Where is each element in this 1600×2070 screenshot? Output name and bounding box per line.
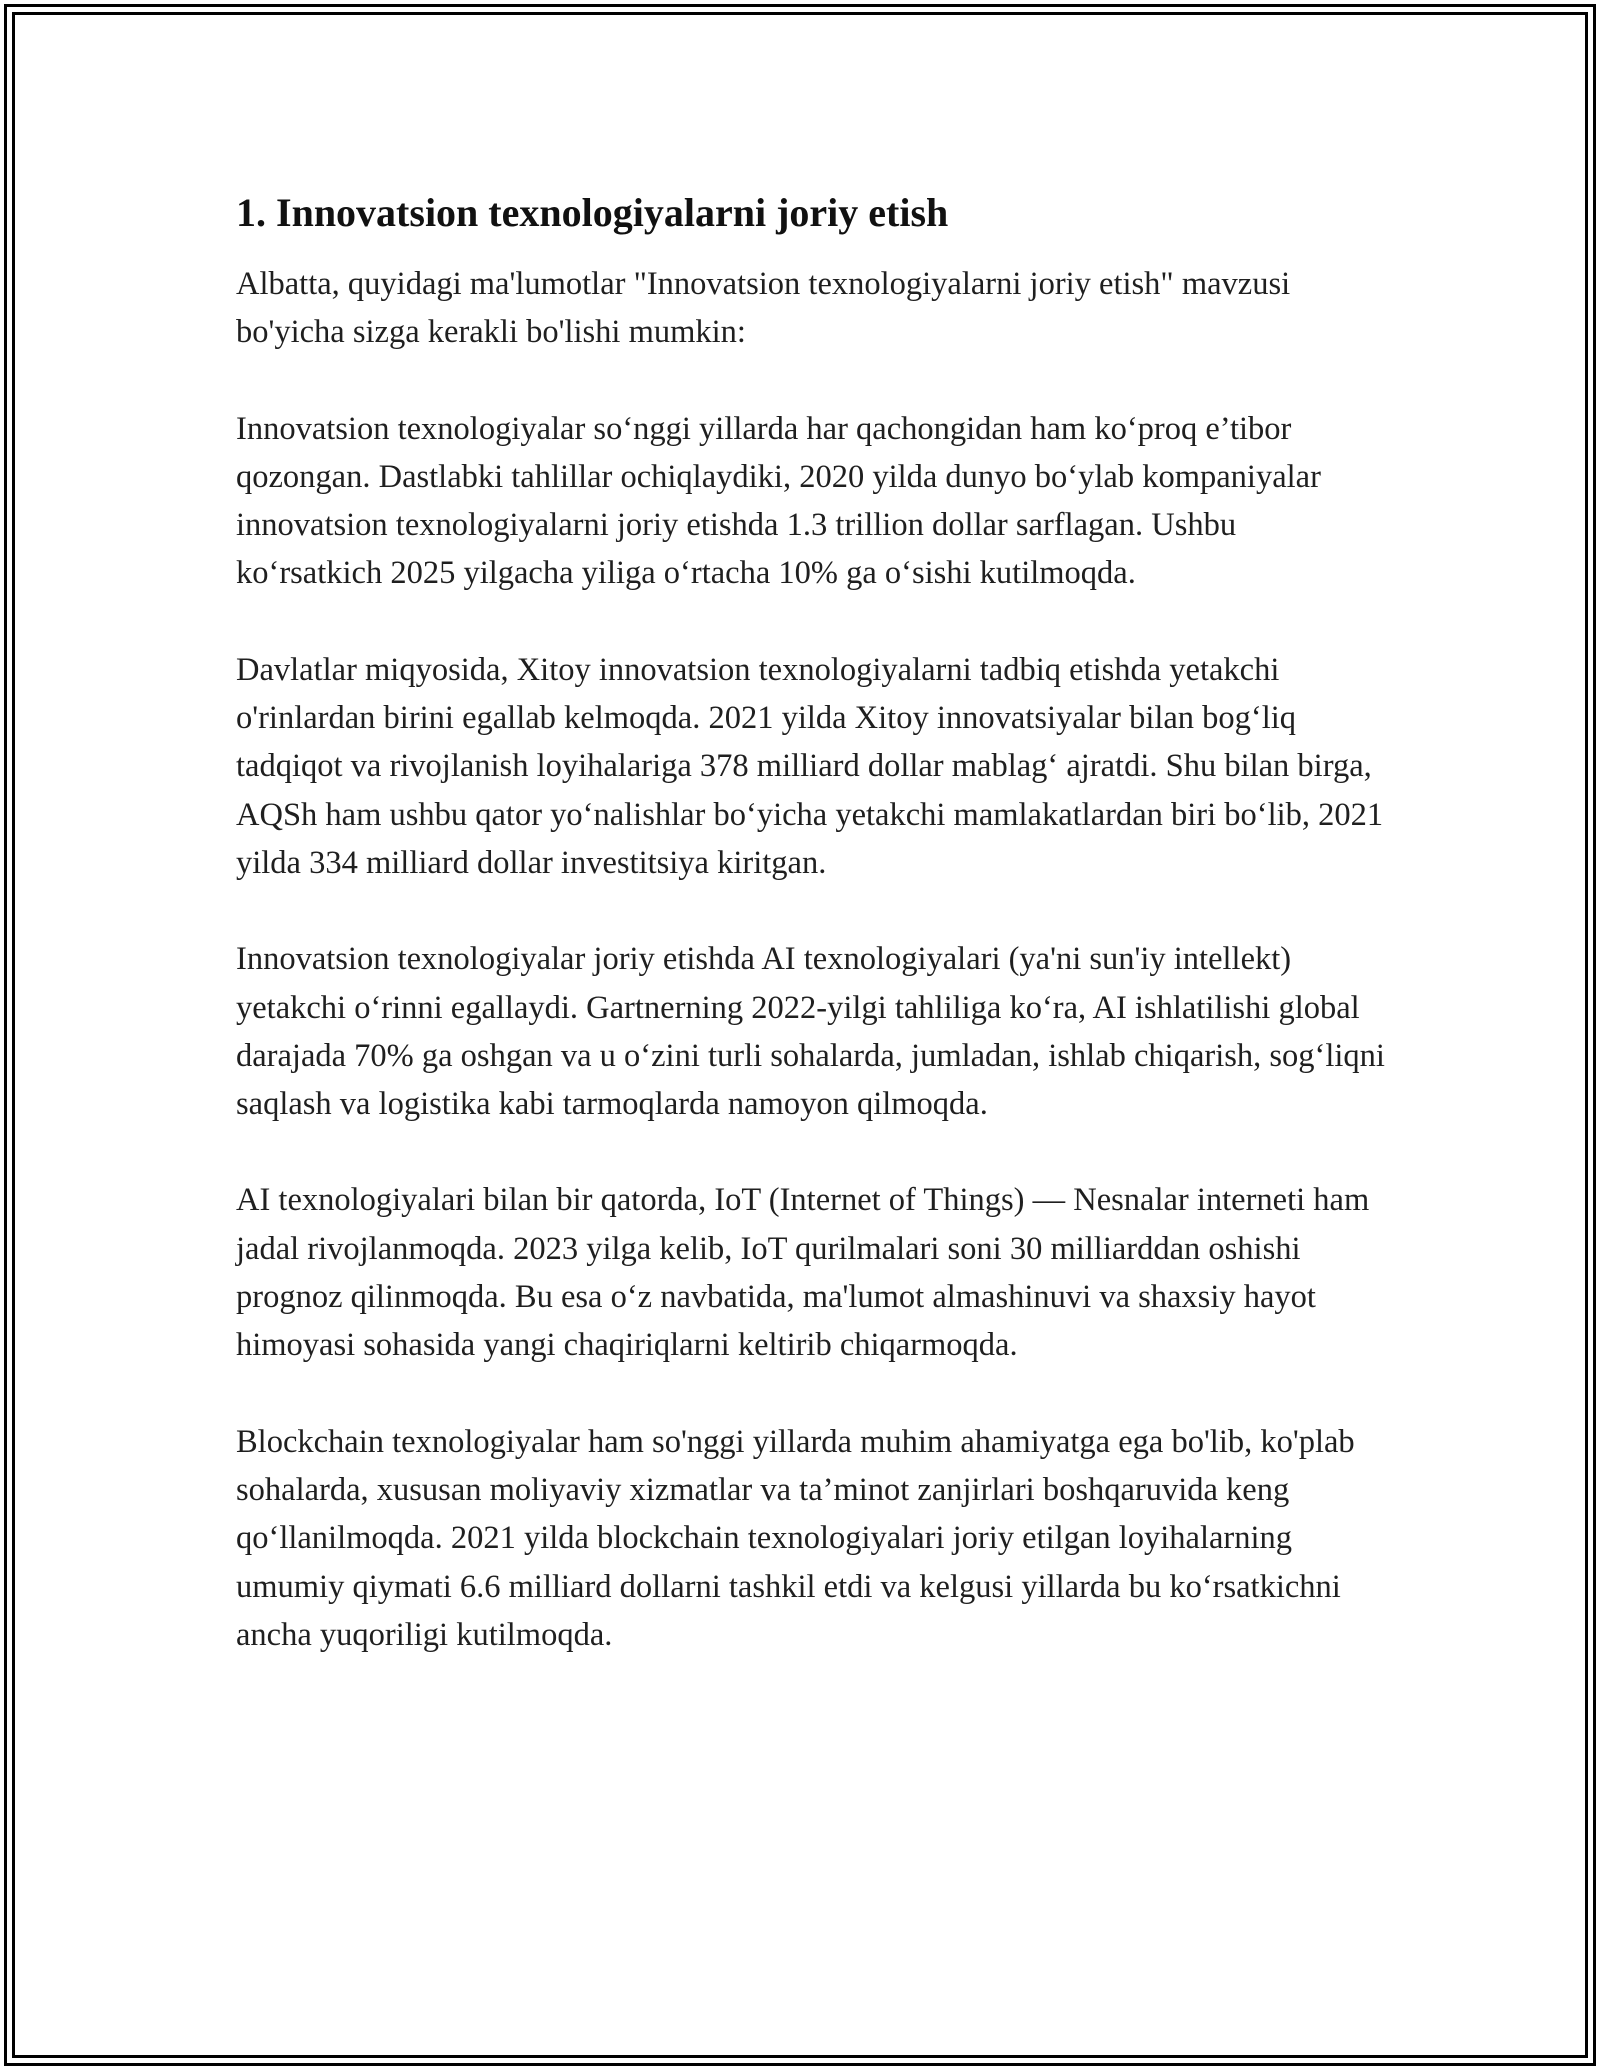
paragraph-ai: Innovatsion texnologiyalar joriy etishda AI texnologiyalari (ya'ni sun'iy intellekt) yetakchi o‘rinni egallaydi. Gartnerning 2022-yilgi tahliliga ko‘ra, AI ishlatilishi global darajada 70% ga oshgan va u o‘zini turli sohalarda, jumladan, ishlab chiqarish, sog‘liqni saqlash va logistika kabi tarmoqlarda namoyon qilmoqda. [236,941,1385,1123]
paragraph-blockchain: Blockchain texnologiyalar ham so'nggi yillarda muhim ahamiyatga ega bo'lib, ko'plab sohalarda, xususan moliyaviy xizmatlar va ta’minot zanjirlari boshqaruvida keng qo‘llanilmoqda. 2021 yilda blockchain texnologiyalari joriy etilgan loyihalarning umumiy qiymati 6.6 milliard dollarni tashkil etdi va kelgusi yillarda bu ko‘rsatkichni ancha yuqoriligi kutilmoqda. [236,1423,1355,1653]
paragraph-iot: AI texnologiyalari bilan bir qatorda, IoT (Internet of Things) — Nesnalar interneti ham jadal rivojlanmoqda. 2023 yilga kelib, IoT qurilmalari soni 30 milliarddan oshishi prognoz qilinmoqda. Bu esa o‘z navbatida, ma'lumot almashinuvi va shaxsiy hayot himoyasi sohasida yangi chaqiriqlarni keltirib chiqarmoqda. [236,1182,1370,1364]
section-heading: 1. Innovatsion texnologiyalarni joriy etish [236,190,949,235]
paragraph-countries: Davlatlar miqyosida, Xitoy innovatsion texnologiyalarni tadbiq etishda yetakchi o'rinlardan birini egallab kelmoqda. 2021 yilda Xitoy innovatsiyalar bilan bog‘liq tadqiqot va rivojlanish loyihalariga 378 milliard dollar mablag‘ ajratdi. Shu bilan birga, AQSh ham ushbu qator yo‘nalishlar bo‘yicha yetakchi mamlakatlardan biri bo‘lib, 2021 yilda 334 milliard dollar investitsiya kiritgan. [236,651,1384,881]
document-body [236,188,1386,1659]
intro-paragraph: Albatta, quyidagi ma'lumotlar "Innovatsion texnologiyalarni joriy etish" mavzusi bo'yicha sizga kerakli bo'lishi mumkin: [236,266,1291,351]
paragraph-innovation-spending: Innovatsion texnologiyalar so‘nggi yillarda har qachongidan ham ko‘proq e’tibor qozongan. Dastlabki tahlillar ochiqlaydiki, 2020 yilda dunyo bo‘ylab kompaniyalar innovatsion texnologiyalarni joriy etishda 1.3 trillion dollar sarflagan. Ushbu ko‘rsatkich 2025 yilgacha yiliga o‘rtacha 10% ga o‘sishi kutilmoqda. [236,410,1321,592]
